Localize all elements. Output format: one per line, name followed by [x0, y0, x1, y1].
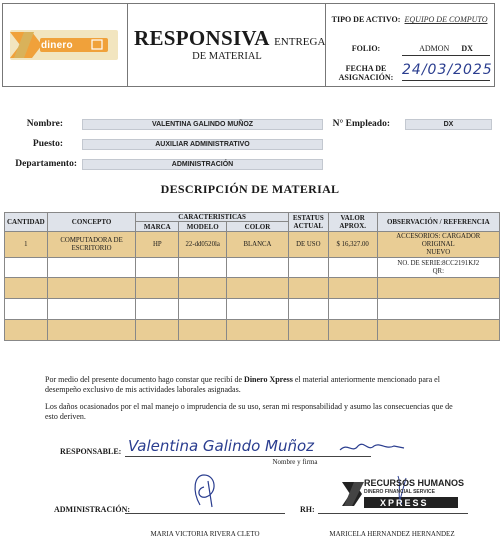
table-header-row — [5, 213, 500, 222]
header-color: COLOR — [227, 222, 289, 232]
cell-observacion-line1: ACCESORIOS: CARGADOR ORIGINAL — [396, 232, 481, 248]
declaration-paragraph: Por medio del presente documento hago constar que recibí de Dinero Xpress el material anteriormente mencionado para el desempeño exclusivo de mis actividades laborales asignadas. — [45, 375, 440, 394]
cell-serie-line: NO. DE SERIE:8CC2191KJ2 — [397, 259, 480, 267]
table-row — [5, 278, 500, 299]
responsable-signature: Valentina Galindo Muñoz — [128, 437, 315, 455]
title-cell — [128, 4, 326, 86]
administracion-label: ADMINISTRACIÓN: — [54, 505, 131, 514]
header-marca: MARCA — [136, 222, 179, 232]
header-concepto: CONCEPTO — [47, 213, 136, 232]
stamp-line2: DINERO FINANCIAL SERVICE — [364, 489, 435, 495]
liability-paragraph: Los daños ocasionados por el mal manejo o imprudencia de su uso, seran mi responsabilidad y asumo las consecuencias que de esto deriven. — [45, 402, 453, 421]
header-status-line2: ACTUAL — [293, 222, 324, 230]
cell-status: DE USO — [288, 232, 328, 258]
material-table — [4, 212, 500, 341]
folio-suffix: DX — [461, 44, 473, 53]
rh-label: RH: — [300, 505, 315, 514]
section-title: DESCRIPCIÓN DE MATERIAL — [160, 182, 340, 196]
firma-caption: Nombre y firma — [272, 458, 318, 466]
fecha-value: 24/03/2025 — [402, 62, 493, 78]
logo-cell — [3, 4, 128, 86]
stamp-line1: RECURSOS HUMANOS — [364, 478, 465, 488]
cell-observacion-line2: NUEVO — [426, 248, 451, 256]
responsable-label: RESPONSABLE: — [60, 447, 122, 456]
cell-cantidad: 1 — [5, 232, 48, 258]
administracion-line — [125, 513, 285, 514]
header-caracteristicas: CARACTERISTICAS — [136, 213, 288, 222]
header-valor-line2: APROX. — [339, 222, 366, 230]
departamento-field[interactable]: ADMINISTRACIÓN — [82, 159, 323, 170]
rh-name: MARICELA HERNANDEZ HERNANDEZ — [329, 530, 455, 538]
nombre-label: Nombre: — [26, 119, 63, 129]
responsable-line — [125, 456, 371, 457]
cell-concepto-line2: ESCRITORIO — [71, 244, 112, 252]
meta-cell — [326, 4, 494, 86]
fecha-label-line2: ASIGNACIÓN: — [338, 73, 394, 82]
header-cantidad: CANTIDAD — [5, 213, 48, 232]
cell-qr-line: QR: — [432, 267, 444, 275]
document-title — [134, 26, 325, 51]
title-tail-word: ENTREGA — [274, 36, 326, 48]
cell-concepto — [47, 232, 136, 258]
header-status-line1: ESTATUS — [292, 214, 324, 222]
table-row — [5, 299, 500, 320]
table-row — [5, 320, 500, 341]
fecha-label-line1: FECHA DE — [345, 64, 387, 73]
brand-name: Dinero Xpress — [244, 375, 293, 384]
empleado-field[interactable]: DX — [405, 119, 492, 130]
table-row — [5, 232, 500, 258]
empleado-label: N° Empleado: — [332, 119, 390, 129]
header-valor — [328, 213, 377, 232]
responsable-scribble — [338, 440, 408, 456]
folio-prefix: ADMON — [419, 44, 450, 53]
fecha-underline — [402, 80, 490, 81]
puesto-label: Puesto: — [32, 139, 63, 149]
header-valor-line1: VALOR — [340, 214, 365, 222]
folio-label: FOLIO: — [351, 44, 381, 53]
table-row — [5, 258, 500, 278]
cell-color: BLANCA — [227, 232, 289, 258]
rh-stamp — [340, 474, 464, 514]
puesto-field[interactable]: AUXILIAR ADMINISTRATIVO — [82, 139, 323, 150]
folio-value — [402, 44, 490, 53]
cell-modelo: 22-dd0520la — [179, 232, 227, 258]
tipo-activo-value: EQUIPO DE COMPUTO — [404, 15, 488, 24]
cell-observacion — [377, 232, 499, 258]
administracion-signature — [186, 471, 226, 509]
nombre-field[interactable]: VALENTINA GALINDO MUÑOZ — [82, 119, 323, 130]
fecha-label — [326, 64, 406, 82]
header-modelo: MODELO — [179, 222, 227, 232]
cell-concepto-line1: COMPUTADORA DE — [60, 236, 123, 244]
administracion-name: MARIA VICTORIA RIVERA CLETO — [150, 530, 260, 538]
cell-valor: $ 16,327.00 — [328, 232, 377, 258]
logo-text: dinero — [41, 40, 73, 51]
title-main-word: RESPONSIVA — [134, 26, 269, 50]
folio-underline — [402, 55, 490, 56]
header-status — [288, 213, 328, 232]
header-observacion: OBSERVACIÓN / REFERENCIA — [377, 213, 499, 232]
document-subtitle: DE MATERIAL — [192, 51, 262, 62]
cell-marca: HP — [136, 232, 179, 258]
tipo-activo-label: TIPO DE ACTIVO: — [331, 15, 401, 24]
cell-serie — [377, 258, 499, 278]
stamp-brand: XPRESS — [380, 498, 429, 508]
departamento-label: Departamento: — [15, 159, 77, 169]
document-header — [2, 3, 495, 87]
